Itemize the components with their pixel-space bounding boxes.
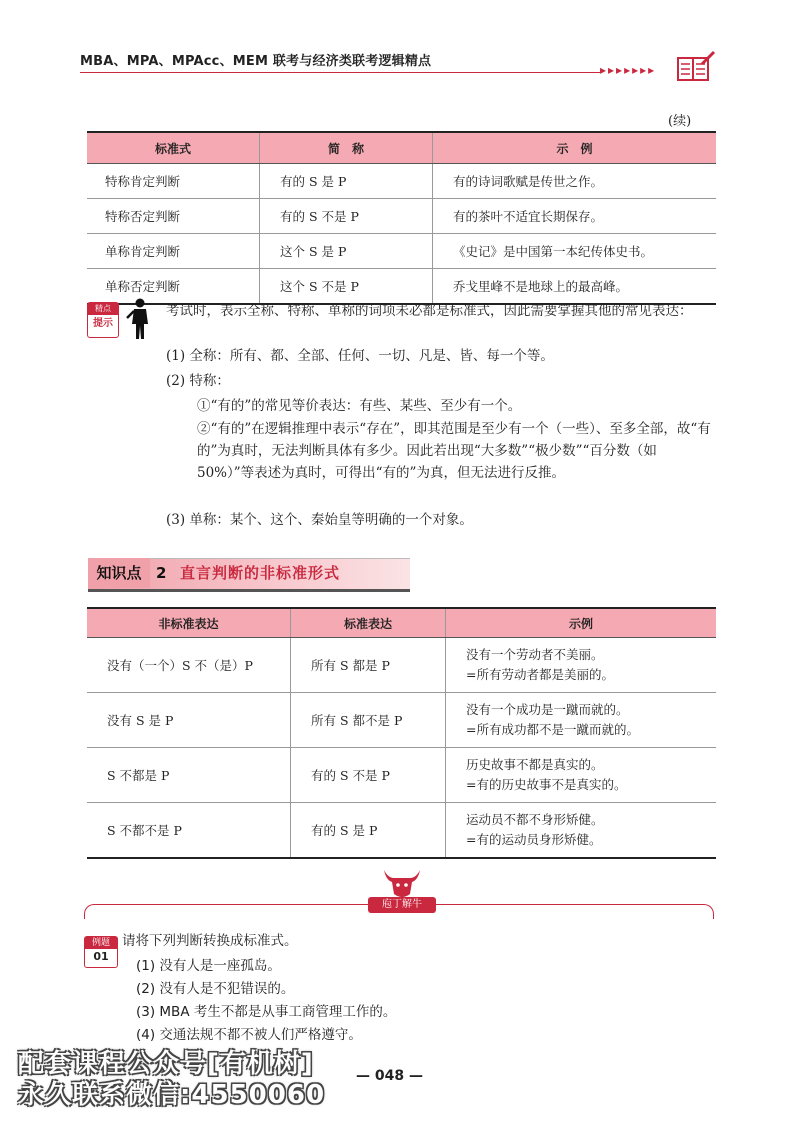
table-row xyxy=(87,234,716,269)
table-cell: 单称肯定判断 xyxy=(87,234,260,269)
tip-badge-top: 精点 xyxy=(88,303,118,315)
tip-intro: 考试时，表示全称、特称、单称的词项未必都是标准式，因此需要掌握其他的常见表达： xyxy=(166,303,693,319)
continued-label: (续) xyxy=(668,114,692,129)
table-cell: 单称否定判断 xyxy=(87,269,260,305)
table-row xyxy=(87,638,716,693)
example-badge xyxy=(84,936,118,968)
table-cell: S 不都是 P xyxy=(87,748,291,803)
running-header-title: MBA、MPA、MPAcc、MEM 联考与经济类联考逻辑精点 xyxy=(80,54,432,69)
example-sentence: 没有一个成功是一蹴而就的。 xyxy=(466,702,629,717)
table-row xyxy=(87,164,716,199)
table-header-row xyxy=(87,608,716,638)
watermark-line-1: 配套课程公众号[有机树] xyxy=(18,1049,314,1079)
example-badge-label: 例题 xyxy=(85,937,117,949)
table-header-row xyxy=(87,132,716,164)
example-equivalent: =所有劳动者都是美丽的。 xyxy=(466,667,614,682)
table-row xyxy=(87,693,716,748)
example-prompt: 请将下列判断转换成标准式。 xyxy=(122,933,298,949)
standard-form-table xyxy=(87,131,716,305)
example-item-1: (1) 没有人是一座孤岛。 xyxy=(136,958,281,974)
section-title: 直言判断的非标准形式 xyxy=(180,564,341,582)
example-cell xyxy=(446,638,717,693)
table-cell: 所有 S 都不是 P xyxy=(291,693,446,748)
example-cell xyxy=(446,748,717,803)
header-arrow-dots: ▸▸▸▸▸▸▸ xyxy=(600,63,657,77)
tip-item-1: (1) 全称：所有、都、全部、任何、一切、凡是、皆、每一个等。 xyxy=(166,348,554,364)
example-item-4: (4) 交通法规不都不被人们严格遵守。 xyxy=(136,1027,362,1043)
example-cell xyxy=(446,693,717,748)
table-cell: 《史记》是中国第一本纪传体史书。 xyxy=(433,234,717,269)
example-item-3: (3) MBA 考生不都是从事工商管理工作的。 xyxy=(136,1004,397,1020)
table-cell: 特称否定判断 xyxy=(87,199,260,234)
table-cell: 乔戈里峰不是地球上的最高峰。 xyxy=(433,269,717,305)
example-equivalent: =有的历史故事不是真实的。 xyxy=(466,777,627,792)
bull-head-icon xyxy=(380,866,424,900)
table-cell: 有的 S 是 P xyxy=(260,164,433,199)
presenter-icon xyxy=(126,298,154,340)
example-equivalent: =有的运动员身形矫健。 xyxy=(466,832,602,847)
table-cell: 这个 S 是 P xyxy=(260,234,433,269)
example-equivalent: =所有成功都不是一蹴而就的。 xyxy=(466,722,639,737)
tip-badge xyxy=(87,302,119,338)
column-header: 示例 xyxy=(446,608,717,638)
example-sentence: 运动员不都不身形矫健。 xyxy=(466,812,604,827)
table-cell: S 不都不是 P xyxy=(87,803,291,859)
tip-badge-bottom: 提示 xyxy=(93,318,113,329)
tip-item-2: (2) 特称： xyxy=(166,373,230,389)
table-cell: 特称肯定判断 xyxy=(87,164,260,199)
column-header: 简 称 xyxy=(260,132,433,164)
table-cell: 没有 S 是 P xyxy=(87,693,291,748)
example-sentence: 历史故事不都是真实的。 xyxy=(466,757,604,772)
table-cell: 有的 S 是 P xyxy=(291,803,446,859)
example-sentence: 没有一个劳动者不美丽。 xyxy=(466,647,604,662)
example-ribbon: 庖丁解牛 xyxy=(368,897,436,913)
section-label: 知识点 xyxy=(88,558,150,588)
table-row xyxy=(87,748,716,803)
table-row xyxy=(87,199,716,234)
non-standard-form-table xyxy=(87,607,716,859)
table-row xyxy=(87,803,716,859)
column-header: 非标准表达 xyxy=(87,608,291,638)
example-badge-number: 01 xyxy=(93,950,109,963)
table-cell: 有的诗词歌赋是传世之作。 xyxy=(433,164,717,199)
table-cell: 没有（一个）S 不（是）P xyxy=(87,638,291,693)
table-row xyxy=(87,269,716,305)
page-number: — 048 — xyxy=(356,1068,423,1084)
table-cell: 有的 S 不是 P xyxy=(291,748,446,803)
table-cell: 所有 S 都是 P xyxy=(291,638,446,693)
example-item-2: (2) 没有人是不犯错误的。 xyxy=(136,981,295,997)
column-header: 示 例 xyxy=(433,132,717,164)
table-cell: 有的茶叶不适宜长期保存。 xyxy=(433,199,717,234)
tip-sub-2: ②“有的”在逻辑推理中表示“存在”，即其范围是至少有一个（一些）、至多全部，故“有的”为真时，无法判断具体有多少。因此若出现“大多数”“极少数”“百分数（如 50%）”等表述为真时，可得出“有的”为真，但无法进行反推。 xyxy=(197,421,711,481)
table-cell: 这个 S 不是 P xyxy=(260,269,433,305)
example-cell xyxy=(446,803,717,859)
watermark-line-2: 永久联系微信:4550060 xyxy=(18,1080,326,1110)
tip-item-3: (3) 单称：某个、这个、秦始皇等明确的一个对象。 xyxy=(166,512,473,528)
table-cell: 有的 S 不是 P xyxy=(260,199,433,234)
tip-sub-1: ①“有的”的常见等价表达：有些、某些、至少有一个。 xyxy=(197,398,522,414)
section-number: 2 xyxy=(156,564,167,582)
book-pencil-icon xyxy=(676,50,716,82)
column-header: 标准式 xyxy=(87,132,260,164)
header-rule xyxy=(80,72,600,73)
column-header: 标准表达 xyxy=(291,608,446,638)
